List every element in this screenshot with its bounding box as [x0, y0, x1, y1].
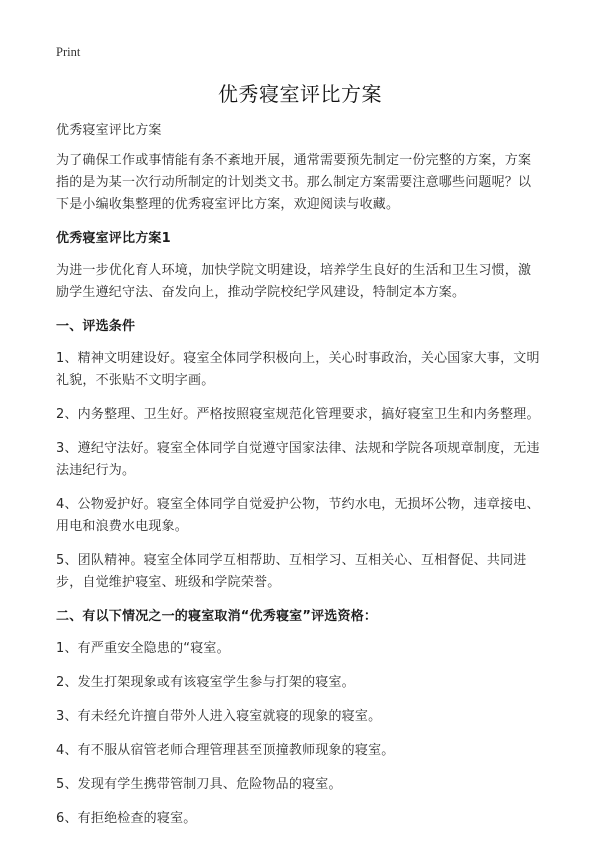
- criteria-heading: 一、评选条件: [56, 319, 136, 334]
- criteria-item: 1、精神文明建设好。寝室全体同学积极向上，关心时事政治，关心国家大事，文明礼貌，不张贴不文明字画。: [56, 351, 540, 388]
- page-title: 优秀寝室评比方案: [218, 82, 382, 106]
- disqualify-heading: 二、有以下情况之一的寝室取消“优秀寝室”评选资格：: [56, 609, 378, 624]
- criteria-item: 4、公物爱护好。寝室全体同学自觉爱护公物，节约水电，无损坏公物，违章接电、用电和浪费水电现象。: [56, 497, 540, 534]
- print-label: Print: [56, 45, 81, 59]
- criteria-item: 5、团队精神。寝室全体同学互相帮助、互相学习、互相关心、互相督促、共同进步，自觉维护寝室、班级和学院荣誉。: [56, 553, 527, 590]
- section-intro-paragraph: 为进一步优化育人环境，加快学院文明建设，培养学生良好的生活和卫生习惯，激励学生遵纪守法、奋发向上，推动学院校纪学风建设，特制定本方案。: [56, 263, 532, 300]
- criteria-item: 3、遵纪守法好。寝室全体同学自觉遵守国家法律、法规和学院各项规章制度，无违法违纪行为。: [56, 441, 540, 478]
- disqualify-item: 2、发生打架现象或有该寝室学生参与打架的寝室。: [56, 675, 355, 690]
- disqualify-item: 3、有未经允许擅自带外人进入寝室就寝的现象的寝室。: [56, 709, 382, 724]
- disqualify-item: 6、有拒绝检查的寝室。: [56, 811, 197, 826]
- document-subtitle: 优秀寝室评比方案: [56, 123, 162, 138]
- disqualify-item: 4、有不服从宿管老师合理管理甚至顶撞教师现象的寝室。: [56, 743, 395, 758]
- document-body: [56, 120, 542, 842]
- disqualify-item: 1、有严重安全隐患的“寝室。: [56, 641, 230, 656]
- section-title: 优秀寝室评比方案1: [56, 231, 171, 246]
- disqualify-item: 5、发现有学生携带管制刀具、危险物品的寝室。: [56, 777, 342, 792]
- intro-paragraph: 为了确保工作或事情能有条不紊地开展，通常需要预先制定一份完整的方案，方案指的是为某一次行动所制定的计划类文书。那么制定方案需要注意哪些问题呢？以下是小编收集整理的优秀寝室评比方案，欢迎阅读与收藏。: [56, 153, 532, 212]
- criteria-item: 2、内务整理、卫生好。严格按照寝室规范化管理要求，搞好寝室卫生和内务整理。: [56, 407, 540, 422]
